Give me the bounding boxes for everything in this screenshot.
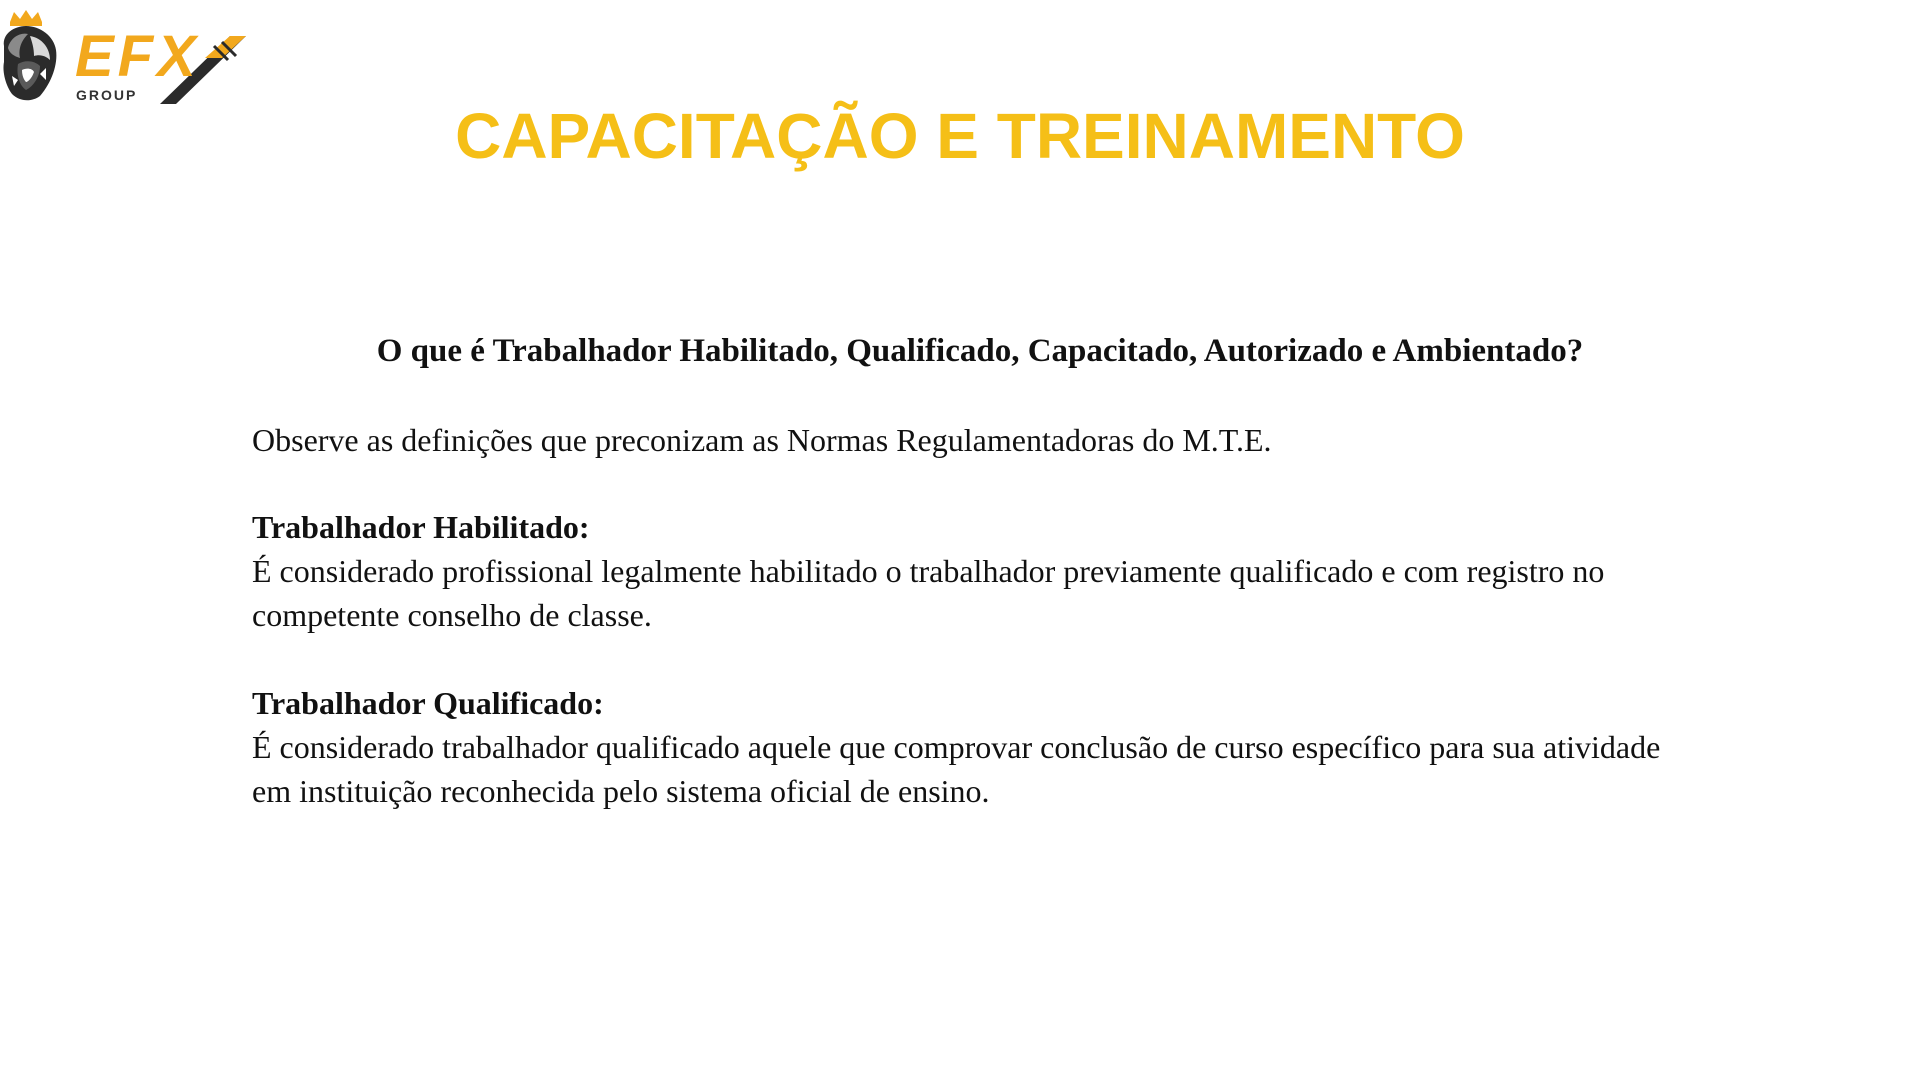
definition-heading: Trabalhador Habilitado: <box>252 509 590 545</box>
slide-question: O que é Trabalhador Habilitado, Qualificado, Capacitado, Autorizado e Ambientado? <box>376 333 1584 369</box>
logo-wordmark: EFX <box>75 24 200 89</box>
slide-title: CAPACITAÇÃO E TREINAMENTO <box>455 100 1465 172</box>
definition-qualificado <box>252 681 1692 813</box>
intro-paragraph: Observe as definições que preconizam as Normas Regulamentadoras do M.T.E. <box>252 422 1272 458</box>
definition-habilitado <box>252 505 1692 637</box>
definition-heading: Trabalhador Qualificado: <box>252 685 604 721</box>
definition-text: É considerado trabalhador qualificado aquele que comprovar conclusão de curso específico para sua atividade em instituição reconhecida pelo sistema oficial de ensino. <box>252 729 1661 809</box>
company-logo <box>0 6 250 106</box>
definition-text: É considerado profissional legalmente habilitado o trabalhador previamente qualificado e com registro no competente conselho de classe. <box>252 553 1605 633</box>
logo-subtext: GROUP <box>76 87 138 103</box>
